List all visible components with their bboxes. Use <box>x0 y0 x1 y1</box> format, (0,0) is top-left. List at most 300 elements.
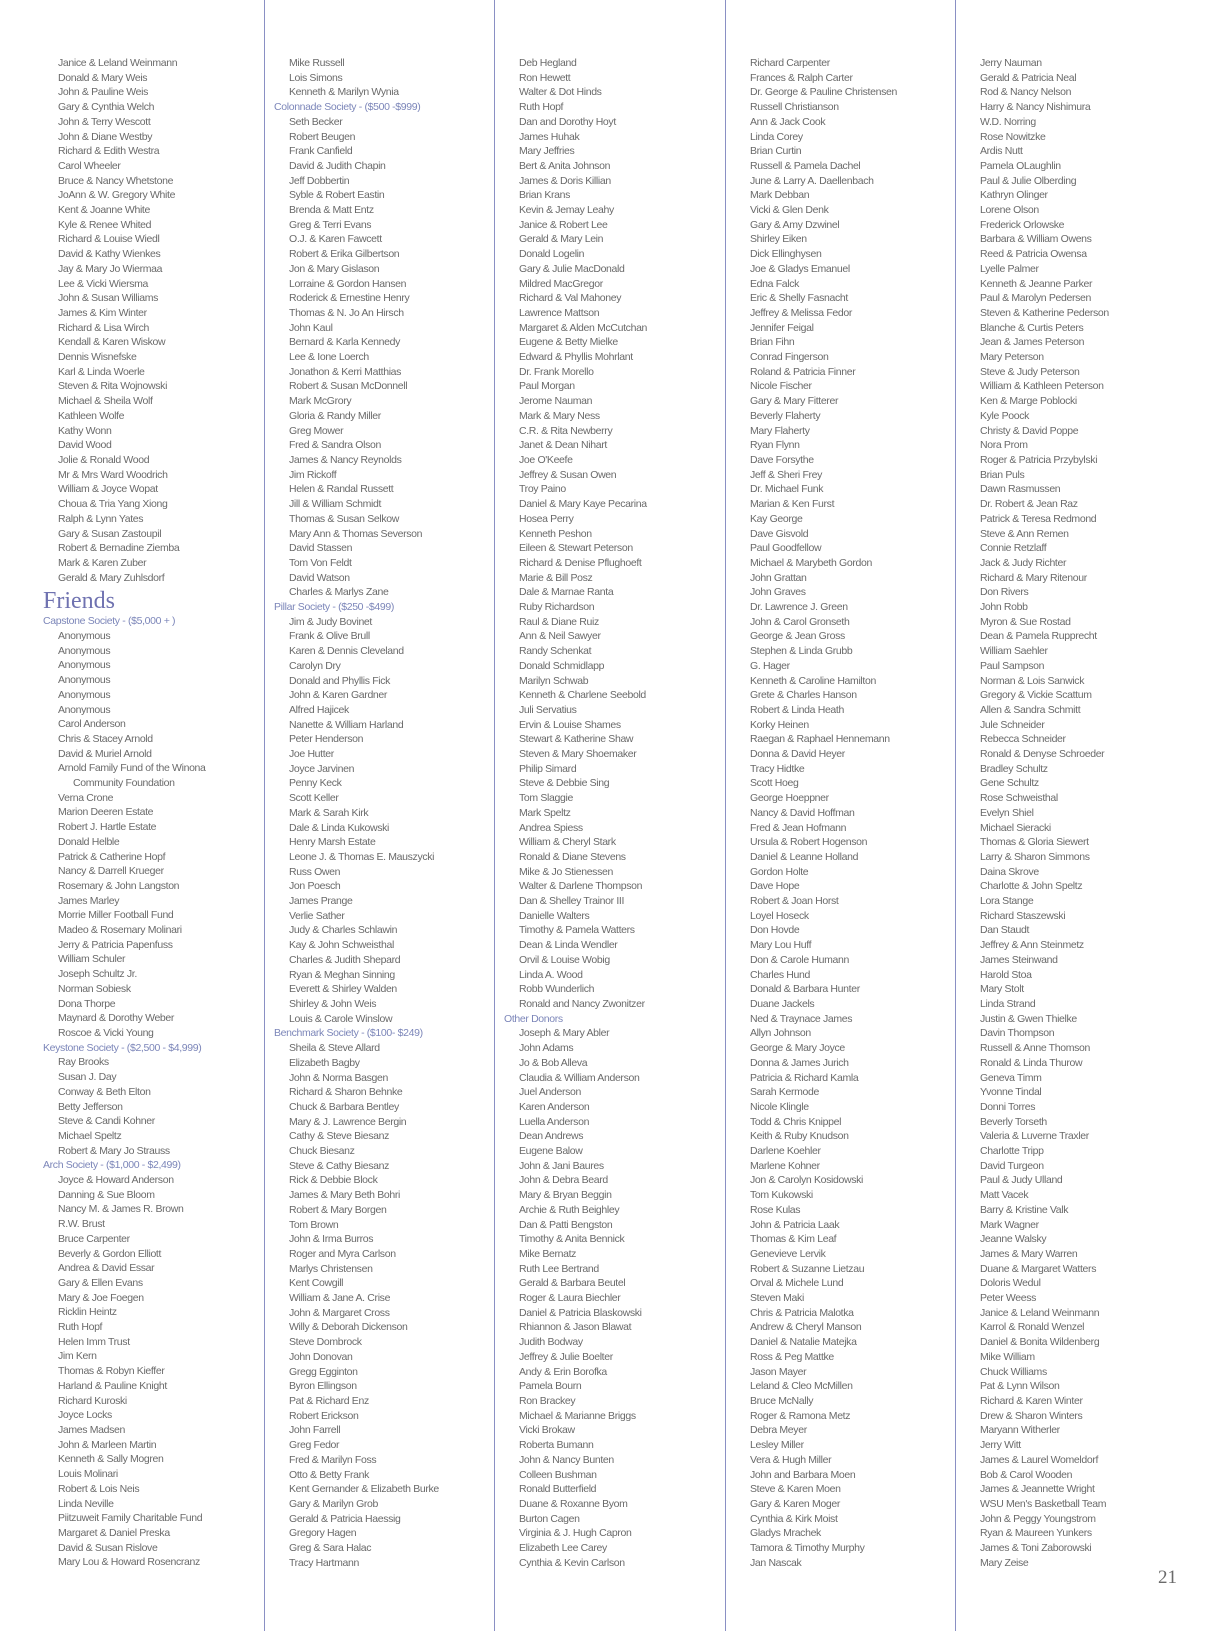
donor-name: Dave Hope <box>750 880 800 893</box>
donor-name: Linda A. Wood <box>519 968 583 981</box>
donor-name: Kathleen Wolfe <box>58 409 125 422</box>
donor-name: James & Doris Killian <box>519 174 611 187</box>
donor-name: Robb Wunderlich <box>519 983 595 996</box>
donor-name: Timothy & Pamela Watters <box>519 924 635 937</box>
donor-name: Eugene Balow <box>519 1145 583 1158</box>
donor-name: Leland & Cleo McMillen <box>750 1380 853 1393</box>
donor-name: Rose Schweisthal <box>980 792 1058 805</box>
donor-name: David Stassen <box>289 542 353 555</box>
society-heading: Benchmark Society - ($100- $249) <box>274 1027 423 1040</box>
donor-name: Janice & Robert Lee <box>519 218 608 231</box>
donor-name: Walter & Dot Hinds <box>519 86 602 99</box>
donor-name: James & Mary Beth Bohri <box>289 1189 400 1202</box>
donor-name: Fred & Marilyn Foss <box>289 1453 377 1466</box>
donor-name: Deb Hegland <box>519 57 577 69</box>
donor-name: Mark Speltz <box>519 806 571 819</box>
donor-name: Chuck Biesanz <box>289 1145 355 1158</box>
donor-name: James & Laurel Womeldorf <box>980 1453 1099 1466</box>
donor-name: Frank Canfield <box>289 145 353 158</box>
donor-name: Robert Beugen <box>289 130 356 143</box>
donor-name: John & Carol Gronseth <box>750 615 850 628</box>
donor-name: Marilyn Schwab <box>519 674 589 687</box>
donor-name: Jeff Dobbertin <box>289 174 350 187</box>
donor-name: Eric & Shelly Fasnacht <box>750 292 848 305</box>
donor-column-4 <box>735 56 947 1570</box>
donor-name: Kyle Poock <box>980 409 1030 422</box>
donor-name: Leone J. & Thomas E. Mauszycki <box>289 850 435 863</box>
donor-name: Russ Owen <box>289 865 341 878</box>
donor-name: Keith & Ruby Knudson <box>750 1130 849 1143</box>
donor-name: Daniel & Natalie Matejka <box>750 1336 857 1349</box>
donor-name: Dr. Frank Morello <box>519 365 594 378</box>
donor-name: Dan & Patti Bengston <box>519 1218 613 1231</box>
donor-name: John Farrell <box>289 1424 341 1437</box>
donor-name: Jim & Judy Bovinet <box>289 615 372 628</box>
donor-name: Michael & Sheila Wolf <box>58 395 153 408</box>
donor-name: Andrea & David Essar <box>58 1262 155 1275</box>
donor-name: Richard & Edith Westra <box>58 145 160 158</box>
donor-name: Dona Thorpe <box>58 997 116 1010</box>
donor-name: Bradley Schultz <box>980 762 1048 775</box>
donor-name: Brian Krans <box>519 189 571 202</box>
donor-name: Janet & Dean Nihart <box>519 439 607 452</box>
donor-name: Lesley Miller <box>750 1439 804 1452</box>
donor-name: Daniel & Bonita Wildenberg <box>980 1336 1100 1349</box>
donor-name: James Huhak <box>519 130 580 143</box>
donor-name: Jason Mayer <box>750 1365 807 1378</box>
donor-name: Barry & Kristine Valk <box>980 1203 1069 1216</box>
donor-name: Danielle Walters <box>519 909 590 922</box>
donor-name: Gerald & Mary Lein <box>519 233 604 246</box>
donor-name: Richard & Lisa Wirch <box>58 321 150 334</box>
donor-name: Jonathon & Kerri Matthias <box>289 365 402 378</box>
donor-name: Janice & Leland Weinmann <box>58 57 178 69</box>
donor-name: Dr. Michael Funk <box>750 483 824 496</box>
donor-name: Judith Bodway <box>519 1336 583 1349</box>
donor-name: Don Rivers <box>980 586 1029 599</box>
donor-name: James Steinwand <box>980 953 1058 966</box>
donor-name: Mary Lou & Howard Rosencranz <box>58 1556 200 1569</box>
donor-name: Donald & Mary Weis <box>58 71 148 84</box>
donor-name: Dr. Lawrence J. Green <box>750 601 848 614</box>
donor-name: Gary & Mary Fitterer <box>750 395 839 408</box>
donor-name: Hosea Perry <box>519 512 574 525</box>
donor-name: Kay & John Schweisthal <box>289 939 394 952</box>
donor-name: Marion Deeren Estate <box>58 806 154 819</box>
donor-name: Everett & Shirley Walden <box>289 983 397 996</box>
donor-name: Karl & Linda Woerle <box>58 365 145 378</box>
donor-name: Gene Schultz <box>980 777 1039 790</box>
donor-name: Walter & Darlene Thompson <box>519 880 643 893</box>
donor-name: John Graves <box>750 586 806 599</box>
donor-name: Paul Sampson <box>980 659 1045 672</box>
donor-name: Roland & Patricia Finner <box>750 365 856 378</box>
donor-name: Thomas & Robyn Kieffer <box>58 1365 165 1378</box>
donor-name: Duane & Margaret Watters <box>980 1262 1097 1275</box>
donor-name: Steve Dombrock <box>289 1336 362 1349</box>
donor-name: George Hoeppner <box>750 792 829 805</box>
donor-name: Roger and Myra Carlson <box>289 1247 396 1260</box>
donor-name: Kathryn Olinger <box>980 189 1048 202</box>
donor-name: Eugene & Betty Mielke <box>519 336 618 349</box>
donor-name: Harry & Nancy Nishimura <box>980 101 1091 114</box>
donor-name: Dr. Robert & Jean Raz <box>980 498 1078 511</box>
donor-name: Byron Ellingson <box>289 1380 357 1393</box>
donor-name: Mary & Joe Foegen <box>58 1291 144 1304</box>
donor-name: Colleen Bushman <box>519 1468 597 1481</box>
donor-name: Stephen & Linda Grubb <box>750 645 853 658</box>
donor-name: Paul Morgan <box>519 380 575 393</box>
donor-name: Jeffrey & Melissa Fedor <box>750 306 853 319</box>
donor-name: Gary & Susan Zastoupil <box>58 527 162 540</box>
donor-name: Jerome Nauman <box>519 395 593 408</box>
donor-name: Ruby Richardson <box>519 601 595 614</box>
donor-name: Ardis Nutt <box>980 145 1023 158</box>
donor-name: Russell & Anne Thomson <box>980 1042 1091 1055</box>
donor-name: Jon & Mary Gislason <box>289 262 380 275</box>
donor-name: Steve & Judy Peterson <box>980 365 1080 378</box>
donor-name: Lora Stange <box>980 895 1034 908</box>
donor-name: Gordon Holte <box>750 865 809 878</box>
donor-name: William & Kathleen Peterson <box>980 380 1104 393</box>
donor-name: David Turgeon <box>980 1159 1044 1172</box>
donor-name: Kendall & Karen Wiskow <box>58 336 166 349</box>
donor-name: JoAnn & W. Gregory White <box>58 189 176 202</box>
donor-name: Penny Keck <box>289 777 342 790</box>
donor-name: Mary Peterson <box>980 351 1044 364</box>
donor-name: John & Peggy Youngstrom <box>980 1512 1096 1525</box>
donor-name: Frederick Orlowske <box>980 218 1065 231</box>
donor-name: Steven & Rita Wojnowski <box>58 380 168 393</box>
donor-name: John & Nancy Bunten <box>519 1453 614 1466</box>
donor-name: Michael & Marianne Briggs <box>519 1409 636 1422</box>
donor-name: Donald Helble <box>58 835 120 848</box>
donor-name: Nora Prom <box>980 439 1028 452</box>
donor-name: Dawn Rasmussen <box>980 483 1061 496</box>
donor-name: Timothy & Anita Bennick <box>519 1233 625 1246</box>
donor-name: Jeffrey & Ann Steinmetz <box>980 939 1084 952</box>
donor-name: Burton Cagen <box>519 1512 580 1525</box>
donor-name: Archie & Ruth Beighley <box>519 1203 620 1216</box>
donor-name: Charles Hund <box>750 968 810 981</box>
donor-name: Willy & Deborah Dickenson <box>289 1321 408 1334</box>
donor-name: James Prange <box>289 895 353 908</box>
donor-name: Dan & Shelley Trainor III <box>519 895 625 908</box>
donor-name: Jack & Judy Richter <box>980 556 1067 569</box>
donor-name: David & Muriel Arnold <box>58 747 152 760</box>
donor-name: Jeff & Sheri Frey <box>750 468 823 481</box>
donor-name: Russell & Pamela Dachel <box>750 159 861 172</box>
donor-name: Justin & Gwen Thielke <box>980 1012 1077 1025</box>
donor-name: Robert & Joan Horst <box>750 895 839 908</box>
donor-name: C.R. & Rita Newberry <box>519 424 613 437</box>
donor-name: Mary Ann & Thomas Severson <box>289 527 423 540</box>
donor-name: Troy Paino <box>519 483 566 496</box>
donor-name: Kenneth Peshon <box>519 527 592 540</box>
donor-name: Todd & Chris Knippel <box>750 1115 842 1128</box>
donor-name: Charlotte Tripp <box>980 1145 1044 1158</box>
donor-name: Dick Ellinghysen <box>750 248 822 261</box>
donor-name: William & Cheryl Stark <box>519 836 616 849</box>
donor-name: Matt Vacek <box>980 1189 1029 1202</box>
donor-name: Juli Servatius <box>519 703 577 716</box>
donor-name: Michael Speltz <box>58 1129 122 1142</box>
donor-name: Karen Anderson <box>519 1100 590 1113</box>
donor-name: Paul & Julie Olberding <box>980 174 1077 187</box>
donor-name: David & Susan Rislove <box>58 1541 158 1554</box>
donor-name: Bruce McNally <box>750 1394 814 1407</box>
donor-name: Ronald & Diane Stevens <box>519 850 626 863</box>
donor-name: Tracy Hartmann <box>289 1556 359 1569</box>
donor-name: Valeria & Luverne Traxler <box>980 1130 1089 1143</box>
donor-name: Carol Anderson <box>58 718 126 731</box>
society-heading: Colonnade Society - ($500 -$999) <box>274 101 421 114</box>
donor-name: Rick & Debbie Block <box>289 1174 378 1187</box>
donor-name: Anonymous <box>58 659 111 672</box>
donor-name: Ralph & Lynn Yates <box>58 512 144 525</box>
donor-name: Kent Gernander & Elizabeth Burke <box>289 1483 439 1496</box>
donor-name: Raegan & Raphael Hennemann <box>750 733 890 746</box>
donor-name: Don & Carole Humann <box>750 953 849 966</box>
donor-name: Ryan & Meghan Sinning <box>289 968 395 981</box>
donor-name: Ervin & Louise Shames <box>519 718 621 731</box>
donor-name: James Marley <box>58 894 120 907</box>
donor-name: Roger & Patricia Przybylski <box>980 453 1098 466</box>
donor-name: Robert & Lois Neis <box>58 1482 140 1495</box>
donor-name: Greg & Sara Halac <box>289 1542 372 1555</box>
donor-name: Richard Staszewski <box>980 909 1066 922</box>
donor-name: Richard & Mary Ritenour <box>980 571 1087 584</box>
donor-name: Shirley Eiken <box>750 233 807 246</box>
donor-name: Cynthia & Kevin Carlson <box>519 1556 625 1569</box>
donor-name: Verlie Sather <box>289 909 345 922</box>
donor-name: Helen Imm Trust <box>58 1335 130 1348</box>
donor-name: Randy Schenkat <box>519 645 592 658</box>
donor-name: Lorene Olson <box>980 204 1039 217</box>
donor-name: John & Patricia Laak <box>750 1218 840 1231</box>
donor-name: Andrea Spiess <box>519 821 583 834</box>
donor-name: Duane & Roxanne Byom <box>519 1497 628 1510</box>
donor-name: Robert & Mary Borgen <box>289 1203 387 1216</box>
donor-name: Darlene Koehler <box>750 1145 821 1158</box>
donor-name: R.W. Brust <box>58 1218 105 1231</box>
page-number: 21 <box>1158 1567 1177 1588</box>
donor-name: Roscoe & Vicki Young <box>58 1027 154 1039</box>
donor-name: Roger & Laura Biechler <box>519 1292 621 1305</box>
donor-name: Robert & Suzanne Lietzau <box>750 1262 865 1275</box>
donor-name: Mildred MacGregor <box>519 277 603 290</box>
donor-name: William Saehler <box>980 645 1048 658</box>
donor-name: Linda Strand <box>980 998 1036 1010</box>
donor-name: Ross & Peg Mattke <box>750 1350 834 1363</box>
donor-name: Joyce Jarvinen <box>289 762 355 775</box>
donor-name: Community Foundation <box>73 777 175 790</box>
donor-name: Richard & Karen Winter <box>980 1394 1083 1407</box>
donor-name: Pamela OLaughlin <box>980 159 1061 172</box>
donor-name: Gerald & Patricia Haessig <box>289 1512 401 1525</box>
donor-name: Beverly Flaherty <box>750 409 821 422</box>
donor-name: Scott Hoeg <box>750 777 799 790</box>
donor-name: Mary Flaherty <box>750 424 810 437</box>
donor-name: Dan and Dorothy Hoyt <box>519 115 616 128</box>
donor-name: Peter Weess <box>980 1292 1037 1305</box>
donor-name: Robert & Bernadine Ziemba <box>58 542 180 555</box>
donor-name: Karrol & Ronald Wenzel <box>980 1321 1085 1334</box>
donor-name: Richard & Val Mahoney <box>519 292 622 305</box>
donor-name: Paul Goodfellow <box>750 542 822 555</box>
donor-name: Nancy & Darrell Krueger <box>58 865 164 878</box>
donor-name: Dale & Linda Kukowski <box>289 821 390 834</box>
donor-name: Ronald & Linda Thurow <box>980 1056 1083 1069</box>
donor-name: Christy & David Poppe <box>980 424 1079 437</box>
donor-name: Pat & Richard Enz <box>289 1394 369 1407</box>
donor-name: Jay & Mary Jo Wiermaa <box>58 262 163 275</box>
donor-name: Rosemary & John Langston <box>58 879 180 892</box>
society-heading: Arch Society - ($1,000 - $2,499) <box>43 1159 181 1172</box>
donor-name: Andy & Erin Borofka <box>519 1365 607 1378</box>
donor-name: Janice & Leland Weinmann <box>980 1306 1100 1319</box>
donor-name: Mary & J. Lawrence Bergin <box>289 1115 407 1128</box>
donor-name: Anonymous <box>58 688 111 701</box>
donor-name: Robert & Mary Jo Strauss <box>58 1144 170 1157</box>
donor-name: Madeo & Rosemary Molinari <box>58 924 182 937</box>
donor-name: Reed & Patricia Owensa <box>980 248 1087 261</box>
donor-name: Richard & Louise Wiedl <box>58 233 160 246</box>
donor-name: Donna & James Jurich <box>750 1056 849 1069</box>
donor-name: Roderick & Ernestine Henry <box>289 292 410 305</box>
donor-name: Mark McGrory <box>289 395 352 408</box>
donor-name: Vicki Brokaw <box>519 1424 575 1437</box>
donor-name: Elizabeth Bagby <box>289 1056 360 1069</box>
donor-name: Dean & Pamela Rupprecht <box>980 630 1097 643</box>
donor-name: Kent Cowgill <box>289 1277 344 1290</box>
donor-name: Jan Nascak <box>750 1556 802 1569</box>
donor-name: Louis & Carole Winslow <box>289 1012 393 1025</box>
donor-name: Jeffrey & Julie Boelter <box>519 1350 613 1363</box>
donor-name: Pat & Lynn Wilson <box>980 1380 1060 1393</box>
column-divider <box>264 0 265 1631</box>
donor-name: Mark & Sarah Kirk <box>289 806 369 819</box>
donor-name: Orval & Michele Lund <box>750 1277 844 1290</box>
donor-name: Jon Poesch <box>289 880 341 893</box>
donor-name: Gregg Egginton <box>289 1365 358 1378</box>
donor-name: Doloris Wedul <box>980 1277 1041 1290</box>
donor-name: Gerald & Barbara Beutel <box>519 1277 626 1290</box>
donor-name: Pamela Bourn <box>519 1380 582 1393</box>
donor-name: James & Mary Warren <box>980 1247 1078 1260</box>
donor-name: Rose Nowitzke <box>980 130 1046 143</box>
donor-name: Piitzuweit Family Charitable Fund <box>58 1512 203 1525</box>
donor-name: Danning & Sue Bloom <box>58 1188 155 1201</box>
column-divider <box>725 0 726 1631</box>
donor-name: Chris & Patricia Malotka <box>750 1306 854 1319</box>
donor-name: Conrad Fingerson <box>750 351 829 364</box>
donor-name: Lawrence Mattson <box>519 306 600 319</box>
donor-name: John & Susan Williams <box>58 292 159 305</box>
donor-name: Otto & Betty Frank <box>289 1468 370 1481</box>
donor-name: Tom Von Feldt <box>289 556 352 569</box>
donor-name: Tom Brown <box>289 1218 339 1231</box>
donor-name: Lee & Vicki Wiersma <box>58 277 149 290</box>
donor-name: Robert Erickson <box>289 1409 359 1422</box>
donor-name: Yvonne Tindal <box>980 1086 1042 1099</box>
donor-name: Bert & Anita Johnson <box>519 159 611 172</box>
donor-name: Patrick & Teresa Redmond <box>980 512 1097 525</box>
donor-name: Dan Staudt <box>980 924 1030 937</box>
donor-name: James & Jeannette Wright <box>980 1483 1095 1496</box>
donor-name: Nancy M. & James R. Brown <box>58 1203 184 1216</box>
donor-name: Ursula & Robert Hogenson <box>750 836 868 849</box>
society-heading: Keystone Society - ($2,500 - $4,999) <box>43 1041 202 1054</box>
donor-name: Patrick & Catherine Hopf <box>58 850 166 863</box>
donor-name: Greg & Terri Evans <box>289 218 372 231</box>
donor-name: Gary & Julie MacDonald <box>519 262 625 275</box>
donor-name: Marlene Kohner <box>750 1159 820 1172</box>
donor-name: Bob & Carol Wooden <box>980 1468 1073 1481</box>
donor-name: Vicki & Glen Denk <box>750 204 829 217</box>
donor-name: Tamora & Timothy Murphy <box>750 1542 865 1555</box>
donor-name: Betty Jefferson <box>58 1100 123 1113</box>
donor-name: Cathy & Steve Biesanz <box>289 1130 390 1143</box>
donor-name: John Kaul <box>289 321 333 334</box>
donor-name: Steven & Mary Shoemaker <box>519 748 637 761</box>
donor-name: Harland & Pauline Knight <box>58 1379 167 1392</box>
donor-name: James Madsen <box>58 1423 125 1436</box>
donor-name: Sheila & Steve Allard <box>289 1042 380 1055</box>
donor-name: Don Hovde <box>750 924 800 937</box>
donor-name: Donald Logelin <box>519 248 585 261</box>
donor-name: Mr & Mrs Ward Woodrich <box>58 468 168 481</box>
donor-name: Brenda & Matt Entz <box>289 204 374 217</box>
donor-name: Lorraine & Gordon Hansen <box>289 277 407 290</box>
donor-name: Dean Andrews <box>519 1130 584 1143</box>
donor-name: Ken & Marge Poblocki <box>980 395 1077 408</box>
donor-name: Gerald & Patricia Neal <box>980 71 1077 84</box>
donor-name: Barbara & William Owens <box>980 233 1092 246</box>
donor-name: Joe Hutter <box>289 748 334 761</box>
donor-name: Ann & Jack Cook <box>750 115 826 128</box>
section-title: Friends <box>43 588 115 615</box>
donor-name: Mike Bernatz <box>519 1247 577 1260</box>
donor-name: Dave Gisvold <box>750 527 809 540</box>
donor-name: Joseph Schultz Jr. <box>58 968 137 981</box>
donor-name: Ronald Butterfield <box>519 1483 597 1496</box>
donor-name: Steve & Debbie Sing <box>519 777 610 790</box>
donor-name: Steve & Cathy Biesanz <box>289 1159 390 1172</box>
donor-name: Steve & Candi Kohner <box>58 1115 155 1128</box>
donor-name: Kenneth & Marilyn Wynia <box>289 86 399 99</box>
donor-name: Jerry Witt <box>980 1439 1021 1452</box>
donor-name: Donald Schmidlapp <box>519 659 605 672</box>
donor-name: Roberta Bumann <box>519 1439 594 1452</box>
donor-name: Mike Russell <box>289 57 345 69</box>
donor-name: Jule Schneider <box>980 718 1045 731</box>
donor-name: Kathy Wonn <box>58 424 112 437</box>
donor-name: Beverly Torseth <box>980 1115 1047 1128</box>
donor-name: Myron & Sue Rostad <box>980 615 1071 628</box>
society-heading: Other Donors <box>504 1012 563 1025</box>
donor-name: John & Marleen Martin <box>58 1438 157 1451</box>
donor-name: Gary & Amy Dzwinel <box>750 218 840 231</box>
donor-name: John & Norma Basgen <box>289 1071 388 1084</box>
donor-name: Bernard & Karla Kennedy <box>289 336 401 349</box>
donor-name: Connie Retzlaff <box>980 542 1047 555</box>
donor-name: Jerry & Patricia Papenfuss <box>58 938 173 951</box>
donor-name: Ruth Hopf <box>519 101 564 114</box>
donor-name: Gregory & Vickie Scattum <box>980 689 1092 702</box>
donor-name: Gary & Cynthia Welch <box>58 101 155 114</box>
donor-name: Maryann Witherler <box>980 1424 1060 1437</box>
